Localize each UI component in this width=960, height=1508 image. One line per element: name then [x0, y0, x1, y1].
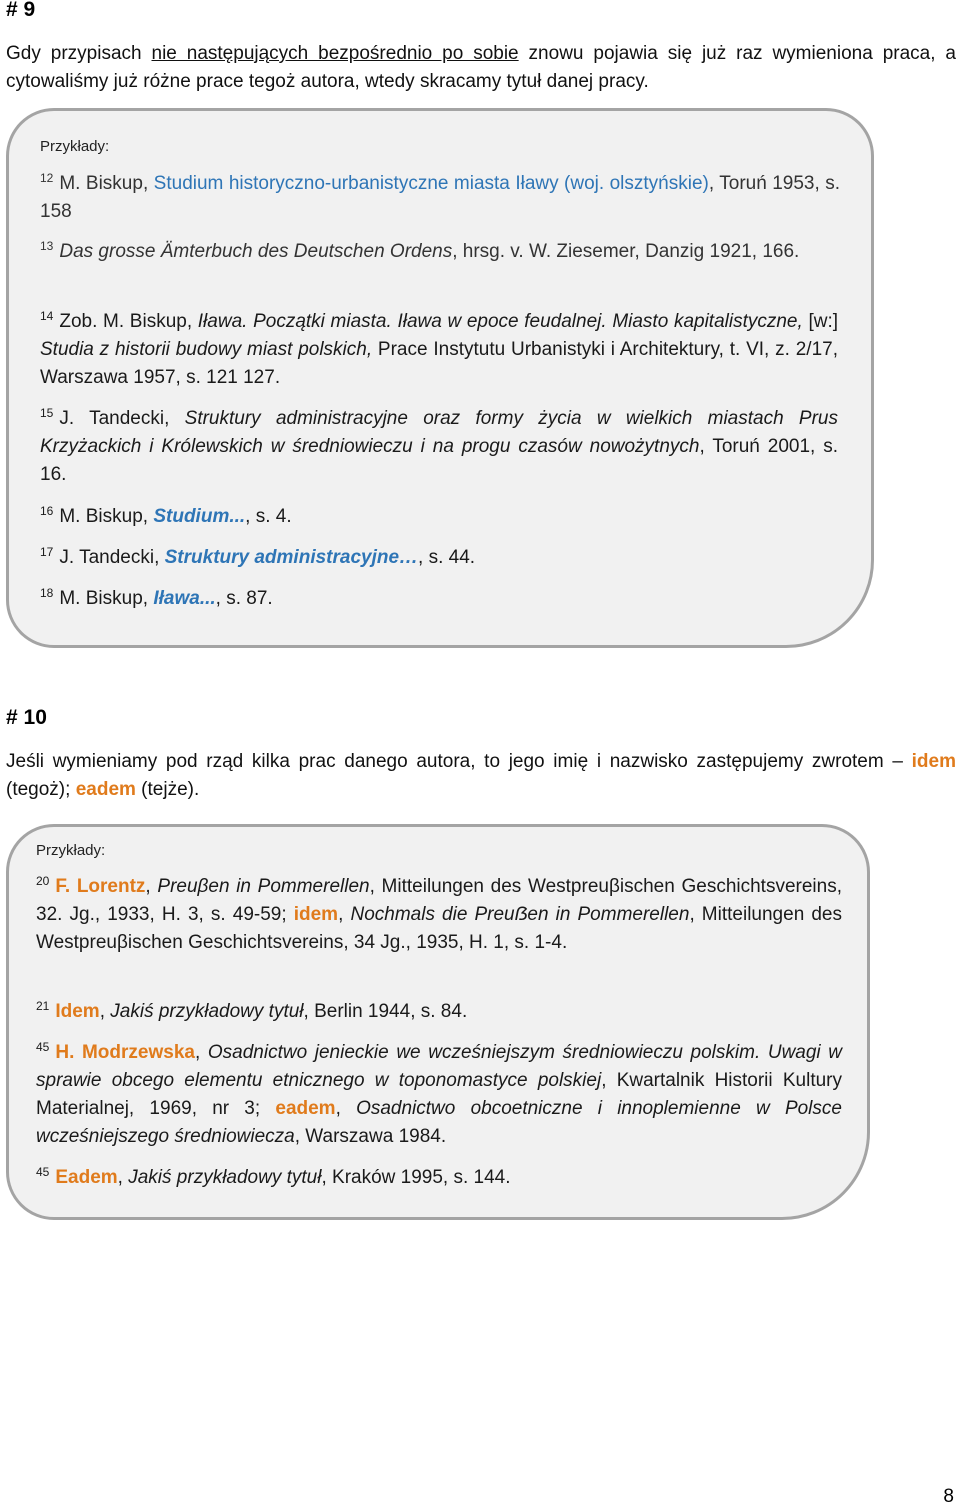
- footnote-21: $^{21}$ Idem, Jakiś przykładowy tytuł, Berlin 1944, s. 84.: [36, 999, 468, 1022]
- footnote-45b: $^{45}$ Eadem, Jakiś przykładowy tytuł, Kraków 1995, s. 144.: [36, 1165, 511, 1188]
- footnote-17: $^{17}$ J. Tandecki, Struktury administracyjne…, s. 44.: [40, 545, 476, 568]
- footnote-18: $^{18}$ M. Biskup, Iława..., s. 87.: [40, 586, 273, 609]
- footnote-14: $^{14}$ Zob. M. Biskup, Iława. Początki miasta. Iława w epoce feudalnej. Miasto kapitalistyczne, [w:] Studia z historii budowy miast polskich, Prace Instytutu Urbanistyki i Architektury, t. VI, z. 2/17, Warszawa 1957, s. 121 127.: [40, 309, 838, 388]
- footnote-12: $^{12}$ M. Biskup, Studium historyczno-urbanistyczne miasta Iławy (woj. olsztyńskie), Toruń 1953, s. 158: [40, 171, 841, 222]
- examples-label: Przykłady:: [36, 842, 106, 859]
- page-number: 8: [943, 1486, 954, 1507]
- footnote-16: $^{16}$ M. Biskup, Studium..., s. 4.: [40, 504, 292, 527]
- section-9-intro: Gdy przypisach nie następujących bezpośrednio po sobie znowu pojawia się już raz wymieniona praca, a cytowaliśmy już różne prace tegoż autora, wtedy skracamy tytuł danej pracy.: [6, 43, 956, 92]
- footnote-20: $^{20}$ F. Lorentz, Preuβen in Pommerellen, Mitteilungen des Westpreuβischen Geschichtsvereins, 32. Jg., 1933, H. 3, s. 49-59; idem, Nochmals die Preuẞen in Pommerellen, Mitteilungen des Westpreuβischen Geschichtsvereins, 34 Jg., 1935, H. 1, s. 1-4.: [36, 874, 842, 953]
- section-heading-10: # 10: [6, 706, 47, 729]
- footnote-15: $^{15}$ J. Tandecki, Struktury administracyjne oraz formy życia w wielkich miastach Prus Krzyżackich i Królewskich w średniowieczu i na progu czasów nowożytnych, Toruń 2001, s. 16.: [40, 406, 839, 485]
- section-heading-9: # 9: [6, 0, 36, 21]
- footnote-45a: $^{45}$ H. Modrzewska, Osadnictwo jenieckie we wcześniejszym średniowieczu polskim. Uwagi w sprawie obcego elementu etnicznego w toponomastyce polskiej, Kwartalnik Historii Kultury Materialnej, 1969, nr 3; eadem, Osadnictwo obcoetniczne i innoplemienne w Polsce wcześniejszego średniowiecza, Warszawa 1984.: [36, 1040, 842, 1147]
- footnote-13: $^{13}$ Das grosse Ämterbuch des Deutschen Ordens, hrsg. v. W. Ziesemer, Danzig 1921, 166.: [40, 239, 800, 262]
- section-10-intro: Jeśli wymieniamy pod rząd kilka prac danego autora, to jego imię i nazwisko zastępujemy zwrotem – idem (tegoż); eadem (tejże).: [6, 751, 956, 800]
- examples-label: Przykłady:: [40, 138, 110, 155]
